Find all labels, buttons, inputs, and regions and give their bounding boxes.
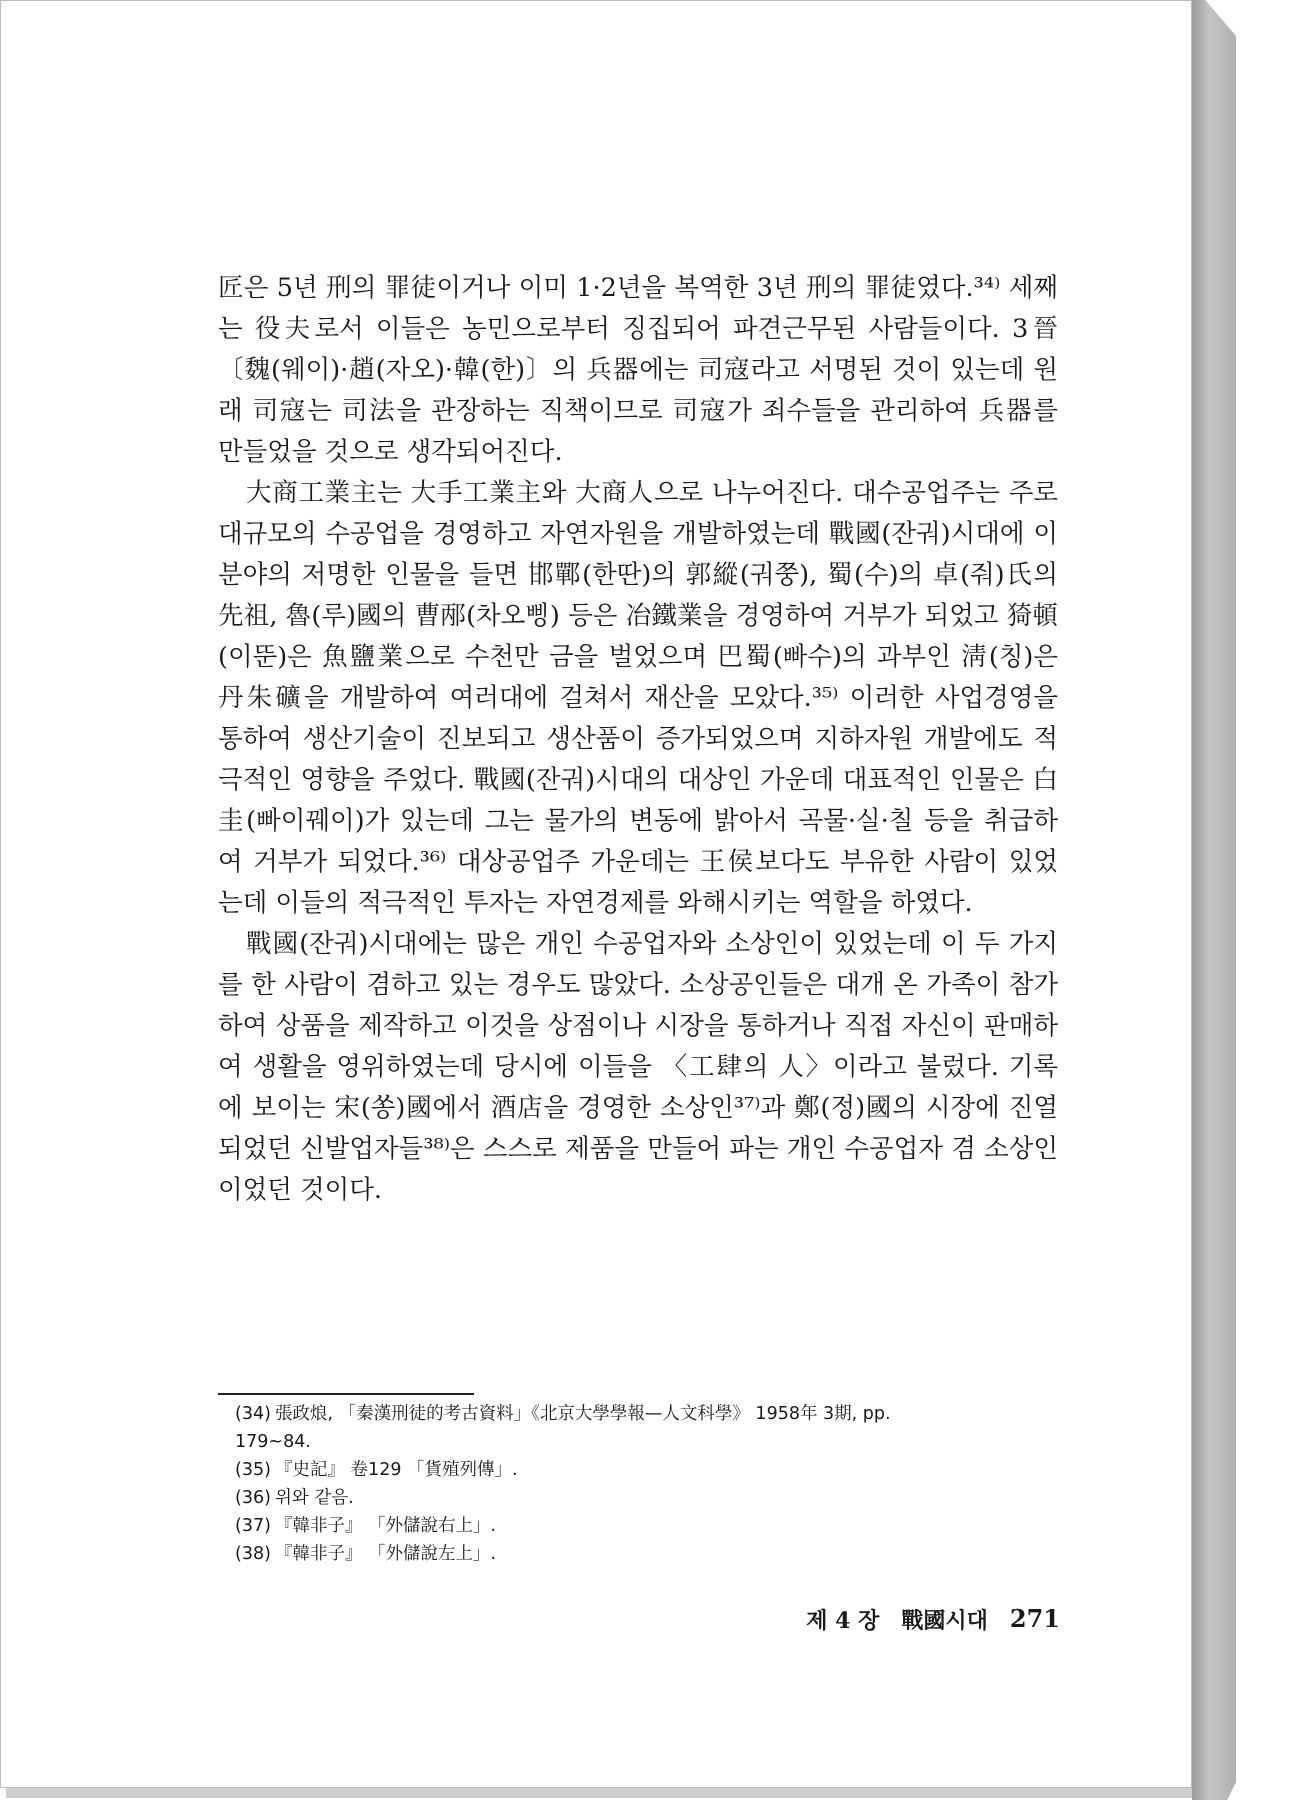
body-text xyxy=(218,268,1058,1211)
footnote-text: 위와 같음. xyxy=(275,1488,354,1508)
paragraph-3: 戰國(잔궈)시대에는 많은 개인 수공업자와 소상인이 있었는데 이 두 가지를 한 사람이 겸하고 있는 경우도 많았다. 소상공인들은 대개 온 가족이 참가하여 상품을 제작하고 이것을 상점이나 시장을 통하거나 직접 자신이 판매하여 생활을 영위하였는데 당시에 이들을 〈工肆의 人〉이라고 불렀다. 기록에 보이는 宋(쏭)國에서 酒店을 경영한 소상인³⁷⁾과 鄭(정)國의 시장에 진열되었던 신발업자들³⁸⁾은 스스로 제품을 만들어 파는 개인 수공업자 겸 소상인이었던 것이다. xyxy=(218,929,1058,1205)
page-number: 271 xyxy=(1009,1604,1060,1633)
footnote-number: (35) xyxy=(235,1460,271,1480)
footnote-number: (37) xyxy=(235,1516,271,1536)
footnote-36 xyxy=(235,1484,1055,1512)
footnote-35 xyxy=(235,1456,1055,1484)
footnotes xyxy=(235,1400,1055,1568)
footnote-text: 『韓非子』 「外儲說右上」. xyxy=(275,1516,497,1536)
footnote-number: (34) xyxy=(235,1404,271,1424)
footnote-text: 『史記』 卷129 「貨殖列傳」. xyxy=(275,1460,518,1480)
paragraph-2: 大商工業主는 大手工業主와 大商人으로 나누어진다. 대수공업주는 주로 대규모의 수공업을 경영하고 자연자원을 개발하였는데 戰國(잔궈)시대에 이 분야의 저명한 인물을 들면 邯鄲(한딴)의 郭縱(궈쭝), 蜀(수)의 卓(줘)氏의 先祖, 魯(루)國의 曹邴(차오삥) 등은 冶鐵業을 경영하여 거부가 되었고 猗頓(이뚠)은 魚鹽業으로 수천만 금을 벌었으며 巴蜀(빠수)의 과부인 淸(칭)은 丹朱礦을 개발하여 여러대에 걸쳐서 재산을 모았다.³⁵⁾ 이러한 사업경영을 통하여 생산기술이 진보되고 생산품이 증가되었으며 지하자원 개발에도 적극적인 영향을 주었다. 戰國(잔궈)시대의 대상인 가운데 대표적인 인물은 白圭(빠이꿰이)가 있는데 그는 물가의 변동에 밝아서 곡물·실·칠 등을 취급하여 거부가 되었다.³⁶⁾ 대상공업주 가운데는 王侯보다도 부유한 사람이 있었는데 이들의 적극적인 투자는 자연경제를 와해시키는 역할을 하였다. xyxy=(218,478,1058,918)
footnote-34 xyxy=(235,1400,1055,1428)
footnote-text: 『韓非子』 「外儲說左上」. xyxy=(275,1544,497,1564)
footnote-37 xyxy=(235,1512,1055,1540)
footnote-38 xyxy=(235,1540,1055,1568)
running-footer xyxy=(770,1604,1060,1635)
page-edge xyxy=(1192,0,1236,1800)
footnote-text: 張政烺, 「秦漢刑徒的考古資料」《北京大學學報—人文科學》 1958年 3期, pp. xyxy=(275,1404,891,1424)
footnote-number: (36) xyxy=(235,1488,271,1508)
footnote-number: (38) xyxy=(235,1544,271,1564)
chapter-title: 戰國시대 xyxy=(901,1608,988,1634)
paragraph-1: 匠은 5년 刑의 罪徒이거나 이미 1·2년을 복역한 3년 刑의 罪徒였다.³⁴⁾ 세째는 役夫로서 이들은 농민으로부터 징집되어 파견근무된 사람들이다. 3晉〔魏(웨이)·趙(자오)·韓(한)〕의 兵器에는 司寇라고 서명된 것이 있는데 원래 司寇는 司法을 관장하는 직책이므로 司寇가 죄수들을 관리하여 兵器를 만들었을 것으로 생각되어진다. xyxy=(218,273,1058,467)
chapter-label: 제 4 장 xyxy=(806,1608,880,1634)
footnote-separator xyxy=(218,1393,474,1395)
footnote-continuation: 179~84. xyxy=(235,1432,311,1452)
